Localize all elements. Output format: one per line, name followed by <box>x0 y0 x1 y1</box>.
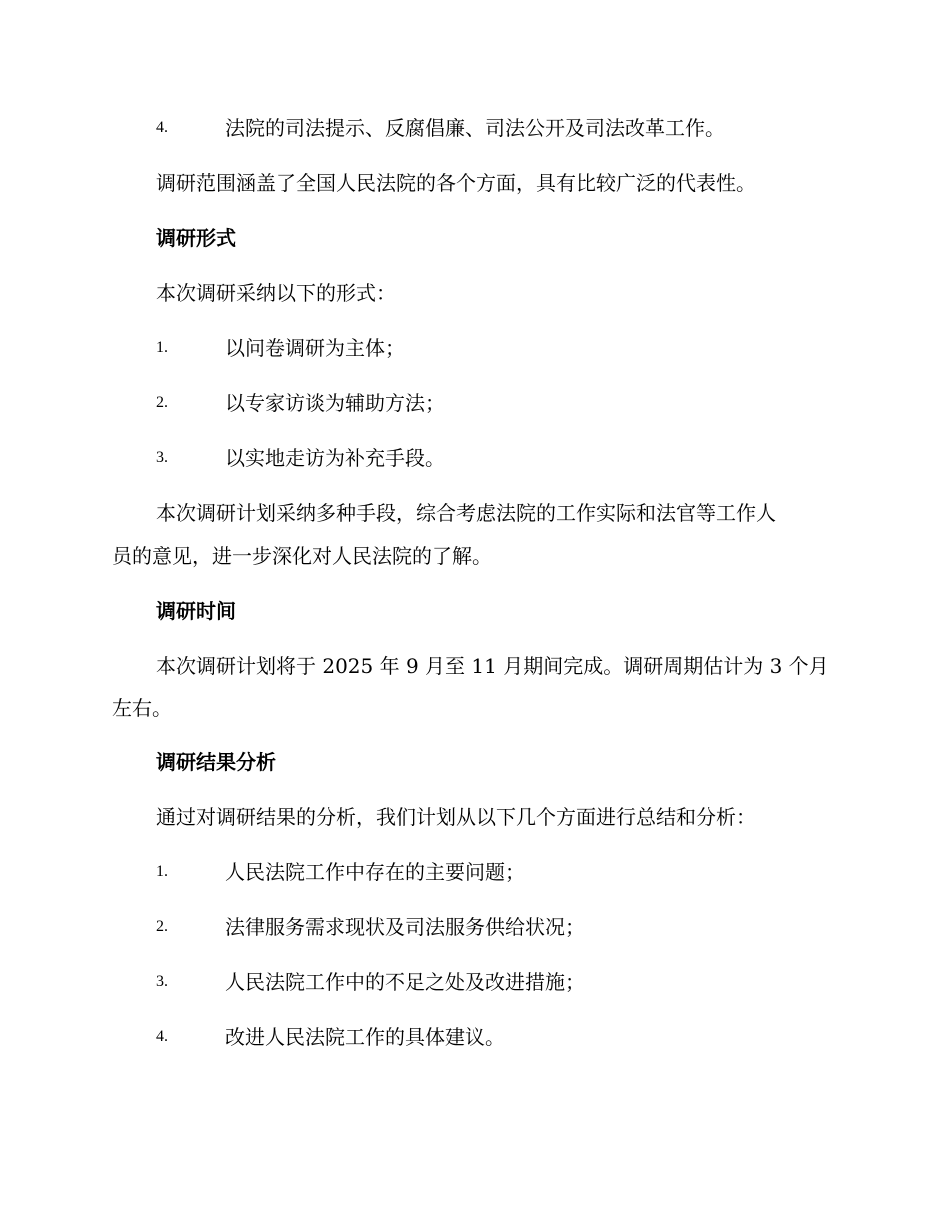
heading-time: 调研时间 <box>156 599 236 623</box>
list-item <box>156 913 842 941</box>
list-number: 1. <box>156 863 168 880</box>
paragraph-form-intro: 本次调研采纳以下的形式： <box>156 281 396 305</box>
paragraph-form-summary-line1: 本次调研计划采纳多种手段，综合考虑法院的工作实际和法官等工作人 <box>156 501 776 525</box>
list-number: 2. <box>156 918 168 935</box>
paragraph-scope: 调研范围涵盖了全国人民法院的各个方面，具有比较广泛的代表性。 <box>156 171 756 195</box>
list-number: 1. <box>156 339 168 356</box>
list-text: 法院的司法提示、反腐倡廉、司法公开及司法改革工作。 <box>225 116 725 140</box>
list-item <box>156 334 842 362</box>
list-number: 2. <box>156 394 168 411</box>
list-item <box>156 858 842 886</box>
list-item <box>156 114 842 142</box>
list-item <box>156 1023 842 1051</box>
list-text: 改进人民法院工作的具体建议。 <box>225 1025 505 1049</box>
list-item <box>156 968 842 996</box>
list-text: 以问卷调研为主体； <box>225 336 405 360</box>
list-number: 3. <box>156 973 168 990</box>
paragraph-time-line1: 本次调研计划将于 2025 年 9 月至 11 月期间完成。调研周期估计为 3 个月 <box>156 654 829 678</box>
heading-form: 调研形式 <box>156 226 236 250</box>
heading-analysis: 调研结果分析 <box>156 750 276 774</box>
list-item <box>156 389 842 417</box>
list-item <box>156 444 842 472</box>
paragraph-analysis-intro: 通过对调研结果的分析，我们计划从以下几个方面进行总结和分析： <box>156 805 756 829</box>
list-text: 人民法院工作中存在的主要问题； <box>225 860 525 884</box>
list-text: 以专家访谈为辅助方法； <box>225 391 445 415</box>
list-number: 4. <box>156 1028 168 1045</box>
list-text: 以实地走访为补充手段。 <box>225 446 445 470</box>
list-number: 3. <box>156 449 168 466</box>
paragraph-time-line2: 左右。 <box>112 696 172 720</box>
list-text: 人民法院工作中的不足之处及改进措施； <box>225 970 585 994</box>
list-text: 法律服务需求现状及司法服务供给状况； <box>225 915 585 939</box>
paragraph-form-summary-line2: 员的意见，进一步深化对人民法院的了解。 <box>112 544 492 568</box>
list-number: 4. <box>156 119 168 136</box>
